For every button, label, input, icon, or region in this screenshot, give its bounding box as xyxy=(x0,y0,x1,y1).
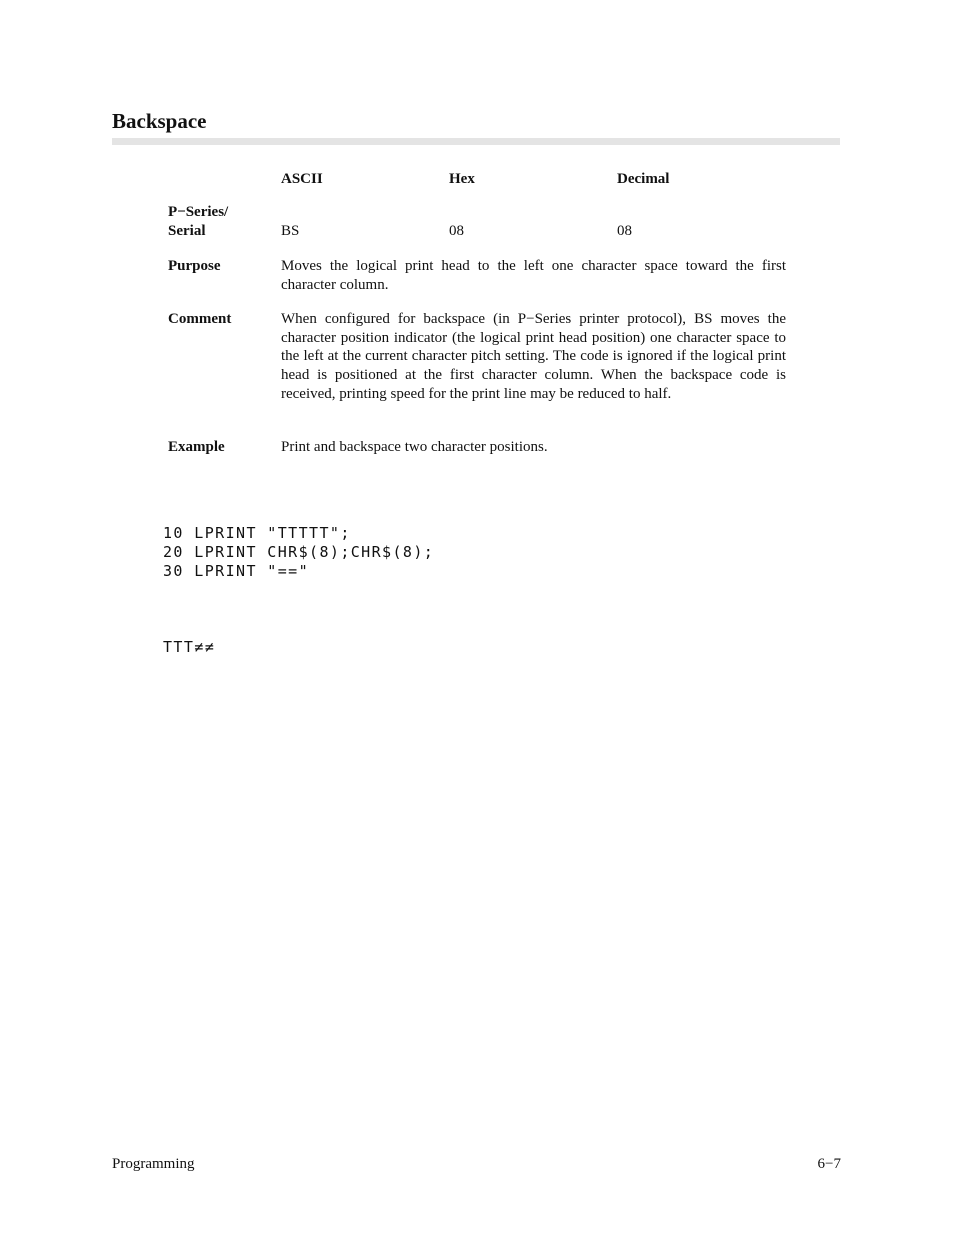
example-text: Print and backspace two character positions. xyxy=(281,439,548,455)
code-line-30: 30 LPRINT "==" xyxy=(163,562,310,580)
column-header-hex: Hex xyxy=(449,171,475,187)
column-header-ascii: ASCII xyxy=(281,171,323,187)
example-output: TTT≠≠ xyxy=(163,638,216,656)
code-line-10: 10 LPRINT "TTTTT"; xyxy=(163,524,351,542)
hex-value: 08 xyxy=(449,223,464,239)
purpose-label: Purpose xyxy=(168,258,221,274)
example-label: Example xyxy=(168,439,225,455)
row-label-pseries: P−Series/ xyxy=(168,204,229,220)
ascii-value: BS xyxy=(281,223,300,239)
decimal-value: 08 xyxy=(617,223,632,239)
title-rule xyxy=(112,138,840,145)
page-title: Backspace xyxy=(112,109,207,133)
row-label-serial: Serial xyxy=(168,223,206,239)
comment-label: Comment xyxy=(168,311,232,327)
column-header-decimal: Decimal xyxy=(617,171,670,187)
footer-page-number: 6−7 xyxy=(817,1156,841,1172)
comment-text: When configured for backspace (in P−Series printer protocol), BS moves the character position indicator (the logical print head position) one character space to the left at the current character pitch setting. The code is ignored if the logical print head is positioned at the first character column. When the backspace code is received, printing speed for the print line may be reduced to half. xyxy=(281,311,786,402)
code-line-20: 20 LPRINT CHR$(8);CHR$(8); xyxy=(163,543,435,561)
footer-section: Programming xyxy=(112,1156,195,1172)
purpose-text: Moves the logical print head to the left one character space toward the first character column. xyxy=(281,258,786,293)
